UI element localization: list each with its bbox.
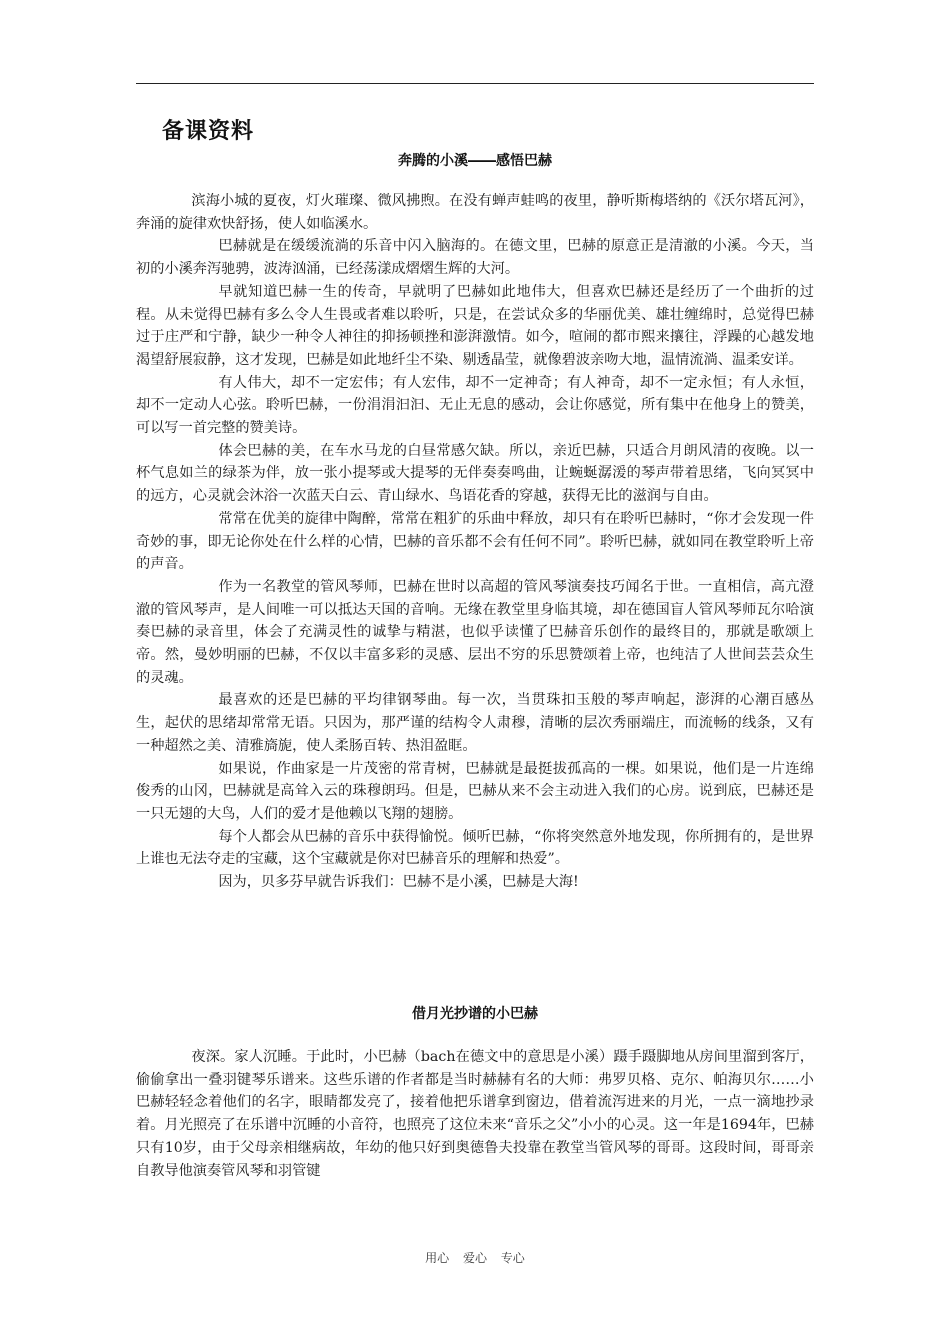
page-footer: 用心 爱心 专心 [425,1251,525,1265]
paragraph: 巴赫就是在缓缓流淌的乐音中闪入脑海的。在德文里，巴赫的原意正是清澈的小溪。今天，当初的小溪奔泻驰骋，波涛汹涌，已经荡漾成熠熠生辉的大河。 [136,238,814,278]
paragraph: 最喜欢的还是巴赫的平均律钢琴曲。每一次，当贯珠扣玉般的琴声响起，澎湃的心潮百感丛生，起伏的思绪却常常无语。只因为，那严谨的结构令人肃穆，清晰的层次秀丽端庄，而流畅的线条，又有一种超然之美、清雅旖旎，使人柔肠百转、热泪盈眶。 [136,692,814,754]
section-title-moonlight-bach: 借月光抄谱的小巴赫 [412,1006,538,1022]
section-body-moonlight-bach [136,1046,814,1182]
document-title: 备课资料 [162,119,255,144]
paragraph: 滨海小城的夏夜，灯火璀璨、微风拂煦。在没有蝉声蛙鸣的夜里，静听斯梅塔纳的《沃尔塔瓦河》，奔涌的旋律欢快舒扬，使人如临溪水。 [136,193,814,232]
paragraph: 如果说，作曲家是一片茂密的常青树，巴赫就是最挺拔孤高的一棵。如果说，他们是一片连绵俊秀的山冈，巴赫就是高耸入云的珠穆朗玛。但是，巴赫从来不会主动进入我们的心房。说到底，巴赫还是一只无翅的大鸟，人们的爱才是他赖以飞翔的翅膀。 [136,760,814,822]
paragraph: 体会巴赫的美，在车水马龙的白昼常感欠缺。所以，亲近巴赫，只适合月朗风清的夜晚。以一杯气息如兰的绿茶为伴，放一张小提琴或大提琴的无伴奏奏鸣曲，让蜿蜒潺湲的琴声带着思绪，飞向冥冥中的远方，心灵就会沐浴一次蓝天白云、青山绿水、鸟语花香的穿越，获得无比的滋润与自由。 [136,442,814,505]
paragraph: 常常在优美的旋律中陶醉，常常在粗犷的乐曲中释放，却只有在聆听巴赫时，“你才会发现一件奇妙的事，即无论你处在什么样的心情，巴赫的音乐都不会有任何不同”。聆听巴赫，就如同在教堂聆听上帝的声音。 [136,510,814,573]
paragraph: 有人伟大，却不一定宏伟；有人宏伟，却不一定神奇；有人神奇，却不一定永恒；有人永恒，却不一定动人心弦。聆听巴赫，一份涓涓汩汩、无止无息的感动，会让你感觉，所有集中在他身上的赞美，可以写一首完整的赞美诗。 [136,374,814,437]
section-body-bach-stream [136,190,814,894]
section-title-bach-stream: 奔腾的小溪――感悟巴赫 [398,153,552,169]
paragraph: 因为，贝多芬早就告诉我们：巴赫不是小溪，巴赫是大海! [218,874,579,891]
paragraph: 作为一名教堂的管风琴师，巴赫在世时以高超的管风琴演奏技巧闻名于世。一直相信，高亢澄澈的管风琴声，是人间唯一可以抵达天国的音响。无缘在教堂里身临其境，却在德国盲人管风琴师瓦尔哈演奏巴赫的录音里，体会了充满灵性的诚挚与精湛，也似乎读懂了巴赫音乐创作的最终目的，那就是歌颂上帝。然，曼妙明丽的巴赫，不仅以丰富多彩的灵感、层出不穷的乐思赞颂着上帝，也纯洁了人世间芸芸众生的灵魂。 [136,578,814,686]
header-rule [136,83,814,84]
paragraph: 夜深。家人沉睡。于此时，小巴赫（bach在德文中的意思是小溪）蹑手蹑脚地从房间里溜到客厅，偷偷拿出一叠羽键琴乐谱来。这些乐谱的作者都是当时赫赫有名的大师：弗罗贝格、克尔、帕海贝尔……小巴赫轻轻念着他们的名字，眼睛都发亮了，接着他把乐谱拿到窗边，借着流泻进来的月光，一点一滴地抄录着。月光照亮了在乐谱中沉睡的小音符，也照亮了这位未来“音乐之父”小小的心灵。这一年是1694年，巴赫只有10岁，由于父母亲相继病故，年幼的他只好到奥德鲁夫投靠在教堂当管风琴的哥哥。这段时间，哥哥亲自教导他演奏管风琴和羽管键 [136,1049,814,1179]
paragraph: 早就知道巴赫一生的传奇，早就明了巴赫如此地伟大，但喜欢巴赫还是经历了一个曲折的过程。从未觉得巴赫有多么令人生畏或者难以聆听，只是，在尝试众多的华丽优美、雄壮缠绵时，总觉得巴赫过于庄严和宁静，缺少一种令人神往的抑扬顿挫和澎湃激情。如今，喧闹的都市熙来攘往，浮躁的心越发地渴望舒展寂静，这才发现，巴赫是如此地纤尘不染、剔透晶莹，就像碧波亲吻大地，温情流淌、温柔安详。 [136,283,814,368]
paragraph: 每个人都会从巴赫的音乐中获得愉悦。倾听巴赫，“你将突然意外地发现，你所拥有的，是世界上谁也无法夺走的宝藏，这个宝藏就是你对巴赫音乐的理解和热爱”。 [136,828,814,868]
